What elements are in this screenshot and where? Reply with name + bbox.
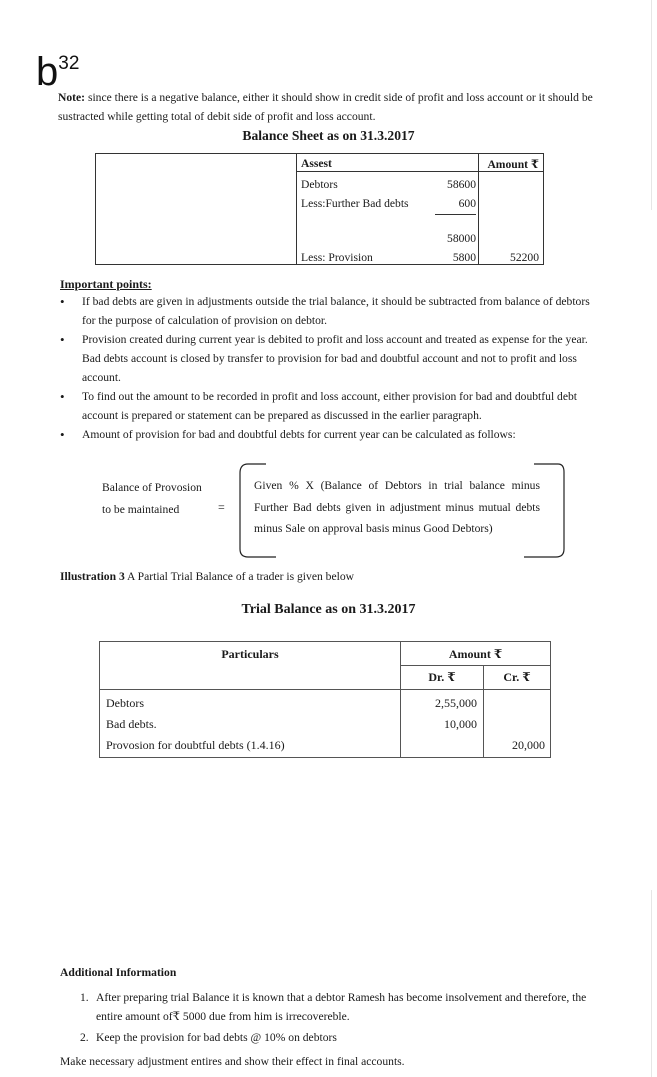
illustration-heading [60,570,354,583]
bs-liabilities-column [96,154,297,265]
additional-info-list [60,988,600,1047]
formula-left-line-2: to be maintained [102,503,180,516]
page-number [36,52,79,92]
illustration-label: Illustration 3 [60,570,125,583]
tb-particulars-cell [100,690,401,758]
additional-info-number: 1. [80,991,89,1004]
bs-header-assets: Assest [297,154,436,172]
trial-balance-title: Trial Balance as on 31.3.2017 [241,602,416,617]
closing-instruction: Make necessary adjustment entires and show their effect in final accounts. [60,1055,405,1068]
tb-row-cr: 20,000 [512,738,545,752]
tb-header-dr: Dr. ₹ [401,666,484,690]
formula-left-line-1: Balance of Provosion [102,481,202,494]
tb-header-particulars: Particulars [100,642,401,690]
tb-row-particular: Debtors [106,696,144,710]
note-paragraph [58,88,618,126]
page-number-value: 32 [58,53,80,74]
additional-info-text: Keep the provision for bad debts @ 10% on debtors [96,1031,337,1044]
tb-header-amount: Amount ₹ [401,642,551,666]
bs-amount-cell [479,172,544,265]
tb-dr-cell [401,690,484,758]
note-label: Note: [58,91,86,104]
illustration-text: A Partial Trial Balance of a trader is given below [124,570,354,583]
bs-row-less-bad-debts: Less:Further Bad debts [301,197,409,210]
bs-header-amount: Amount ₹ [479,154,544,172]
important-points-list [60,292,600,444]
bs-row-debtors: Debtors [301,178,338,191]
bs-header-blank [435,154,479,172]
bs-value-total: 52200 [510,251,539,264]
additional-info-item [60,1028,600,1047]
additional-info-item [60,988,600,1026]
tb-row-dr: 10,000 [444,717,477,731]
tb-row-dr: 2,55,000 [435,696,477,710]
formula-expression: Given % X (Balance of Debtors in trial balance minus Further Bad debts given in adjustment minus mutual debts minus Sale on approval basis minus Good Debtors) [254,479,540,535]
important-point: • To find out the amount to be recorded in profit and loss account, either provision for bad and doubtful debt account is prepared or statement can be prepared as discussed in the earlier paragraph. [60,387,600,425]
tb-header-cr: Cr. ₹ [484,666,551,690]
tb-row-particular: Bad debts. [106,717,157,731]
bs-row-less-provision: Less: Provision [301,251,373,264]
note-text: since there is a negative balance, either it should show in credit side of profit and loss account or it should be sustracted while getting total of debit side of profit and loss account. [58,91,593,123]
tb-cr-cell [484,690,551,758]
important-point: • If bad debts are given in adjustments outside the trial balance, it should be subtracted from balance of debtors for the purpose of calculation of provision on debtor. [60,292,600,330]
balance-sheet-table [95,153,544,265]
important-points-title: Important points: [60,277,152,291]
formula-left-side [102,477,202,521]
balance-sheet-title: Balance Sheet as on 31.3.2017 [242,128,415,143]
page-edge-shadow-top [651,0,652,210]
important-point: • Amount of provision for bad and doubtful debts for current year can be calculated as follows: [60,425,600,444]
formula-equals: = [218,500,225,514]
tb-row-particular: Provosion for doubtful debts (1.4.16) [106,738,285,752]
bs-value-subtotal: 58000 [447,232,476,245]
additional-info-text: After preparing trial Balance it is known that a debtor Ramesh has become insolvement and therefore, the entire amount of₹ 5000 due from him is irrecovereble. [96,991,587,1023]
additional-info-number: 2. [80,1031,89,1044]
important-point: • Provision created during current year is debited to profit and loss account and treated as expense for the year. Bad debts account is closed by transfer to provision for bad and doubtful account and not to profit and loss account. [60,330,600,387]
additional-info-title: Additional Information [60,966,177,979]
bs-value-debtors: 58600 [447,178,476,191]
trial-balance-table [99,641,551,758]
bs-subamount-cell [435,172,479,265]
bs-value-bad-debts: 600 [435,194,476,215]
bs-assets-cell [297,172,436,265]
page-edge-shadow-bottom [651,890,652,1077]
page-number-prefix: b [36,50,59,94]
bs-value-provision: 5800 [452,251,476,264]
